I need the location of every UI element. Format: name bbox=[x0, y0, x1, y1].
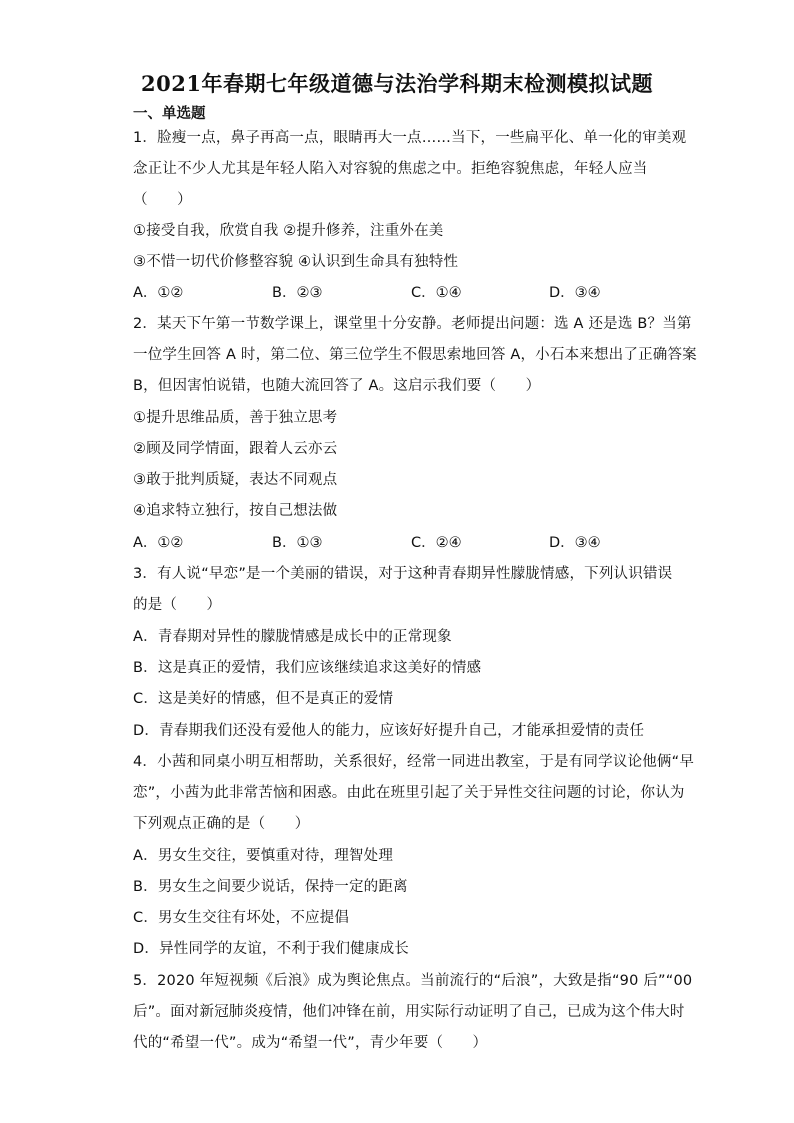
q1-stem-line-2: 念正让不少人尤其是年轻人陷入对容貌的焦虑之中。拒绝容貌焦虑，年轻人应当 bbox=[133, 161, 648, 177]
q2-option-b[interactable]: B．①③ bbox=[272, 535, 323, 551]
q2-option-d[interactable]: D．③④ bbox=[549, 535, 601, 551]
q2-stem-line-1: 2．某天下午第一节数学课上，课堂里十分安静。老师提出问题：选 A 还是选 B？当第 bbox=[133, 316, 692, 332]
q3-option-c[interactable]: C．这是美好的情感，但不是真正的爱情 bbox=[133, 691, 394, 707]
q2-statement-2: ②顾及同学情面，跟着人云亦云 bbox=[133, 441, 338, 457]
q4-stem-line-1: 4．小茜和同桌小明互相帮助，关系很好，经常一同进出教室，于是有同学议论他俩“早 bbox=[133, 754, 695, 770]
q3-option-d[interactable]: D．青春期我们还没有爱他人的能力，应该好好提升自己，才能承担爱情的责任 bbox=[133, 723, 645, 739]
q4-option-c[interactable]: C．男女生交往有坏处，不应提倡 bbox=[133, 910, 350, 926]
q2-stem-line-3: B，但因害怕说错，也随大流回答了 A。这启示我们要（ ） bbox=[133, 378, 541, 394]
q4-option-a[interactable]: A．男女生交往，要慎重对待，理智处理 bbox=[133, 848, 394, 864]
q1-statement-2: ③不惜一切代价修整容貌 ④认识到生命具有独特性 bbox=[133, 254, 459, 270]
q4-stem-line-3: 下列观点正确的是（ ） bbox=[133, 816, 310, 832]
q2-stem-line-2: 一位学生回答 A 时，第二位、第三位学生不假思索地回答 A，小石本来想出了正确答案 bbox=[133, 347, 697, 363]
q1-statement-1: ①接受自我，欣赏自我 ②提升修养，注重外在美 bbox=[133, 223, 444, 239]
q5-stem-line-2: 后”。面对新冠肺炎疫情，他们冲锋在前，用实际行动证明了自己，已成为这个伟大时 bbox=[133, 1004, 685, 1020]
q4-option-d[interactable]: D．异性同学的友谊，不利于我们健康成长 bbox=[133, 941, 409, 957]
q4-option-b[interactable]: B．男女生之间要少说话，保持一定的距离 bbox=[133, 879, 408, 895]
q2-option-c[interactable]: C．②④ bbox=[411, 535, 462, 551]
q3-stem-line-2: 的是（ ） bbox=[133, 597, 222, 613]
exam-title: 2021年春期七年级道德与法治学科期末检测模拟试题 bbox=[141, 71, 653, 96]
q3-option-a[interactable]: A．青春期对异性的朦胧情感是成长中的正常现象 bbox=[133, 629, 452, 645]
q2-option-a[interactable]: A．①② bbox=[133, 535, 184, 551]
q5-stem-line-3: 代的“希望一代”。成为“希望一代”，青少年要（ ） bbox=[133, 1035, 488, 1051]
q3-stem-line-1: 3．有人说“早恋”是一个美丽的错误，对于这种青春期异性朦胧情感，下列认识错误 bbox=[133, 566, 673, 582]
q1-option-b[interactable]: B．②③ bbox=[272, 285, 323, 301]
q3-option-b[interactable]: B．这是真正的爱情，我们应该继续追求这美好的情感 bbox=[133, 660, 482, 676]
q4-stem-line-2: 恋”，小茜为此非常苦恼和困惑。由此在班里引起了关于异性交往问题的讨论，你认为 bbox=[133, 785, 685, 801]
q2-statement-4: ④追求特立独行，按自己想法做 bbox=[133, 503, 338, 519]
section-heading: 一、单选题 bbox=[133, 106, 206, 122]
q1-option-d[interactable]: D．③④ bbox=[549, 285, 601, 301]
q1-stem-line-1: 1．脸瘦一点，鼻子再高一点，眼睛再大一点……当下，一些扁平化、单一化的审美观 bbox=[133, 130, 687, 146]
q5-stem-line-1: 5．2020 年短视频《后浪》成为舆论焦点。当前流行的“后浪”，大致是指“90 后”“00 bbox=[133, 973, 693, 989]
q2-statement-1: ①提升思维品质，善于独立思考 bbox=[133, 410, 338, 426]
q1-stem-line-3: （ ） bbox=[133, 192, 192, 208]
q1-option-c[interactable]: C．①④ bbox=[411, 285, 462, 301]
q2-statement-3: ③敢于批判质疑，表达不同观点 bbox=[133, 472, 338, 488]
q1-option-a[interactable]: A．①② bbox=[133, 285, 184, 301]
